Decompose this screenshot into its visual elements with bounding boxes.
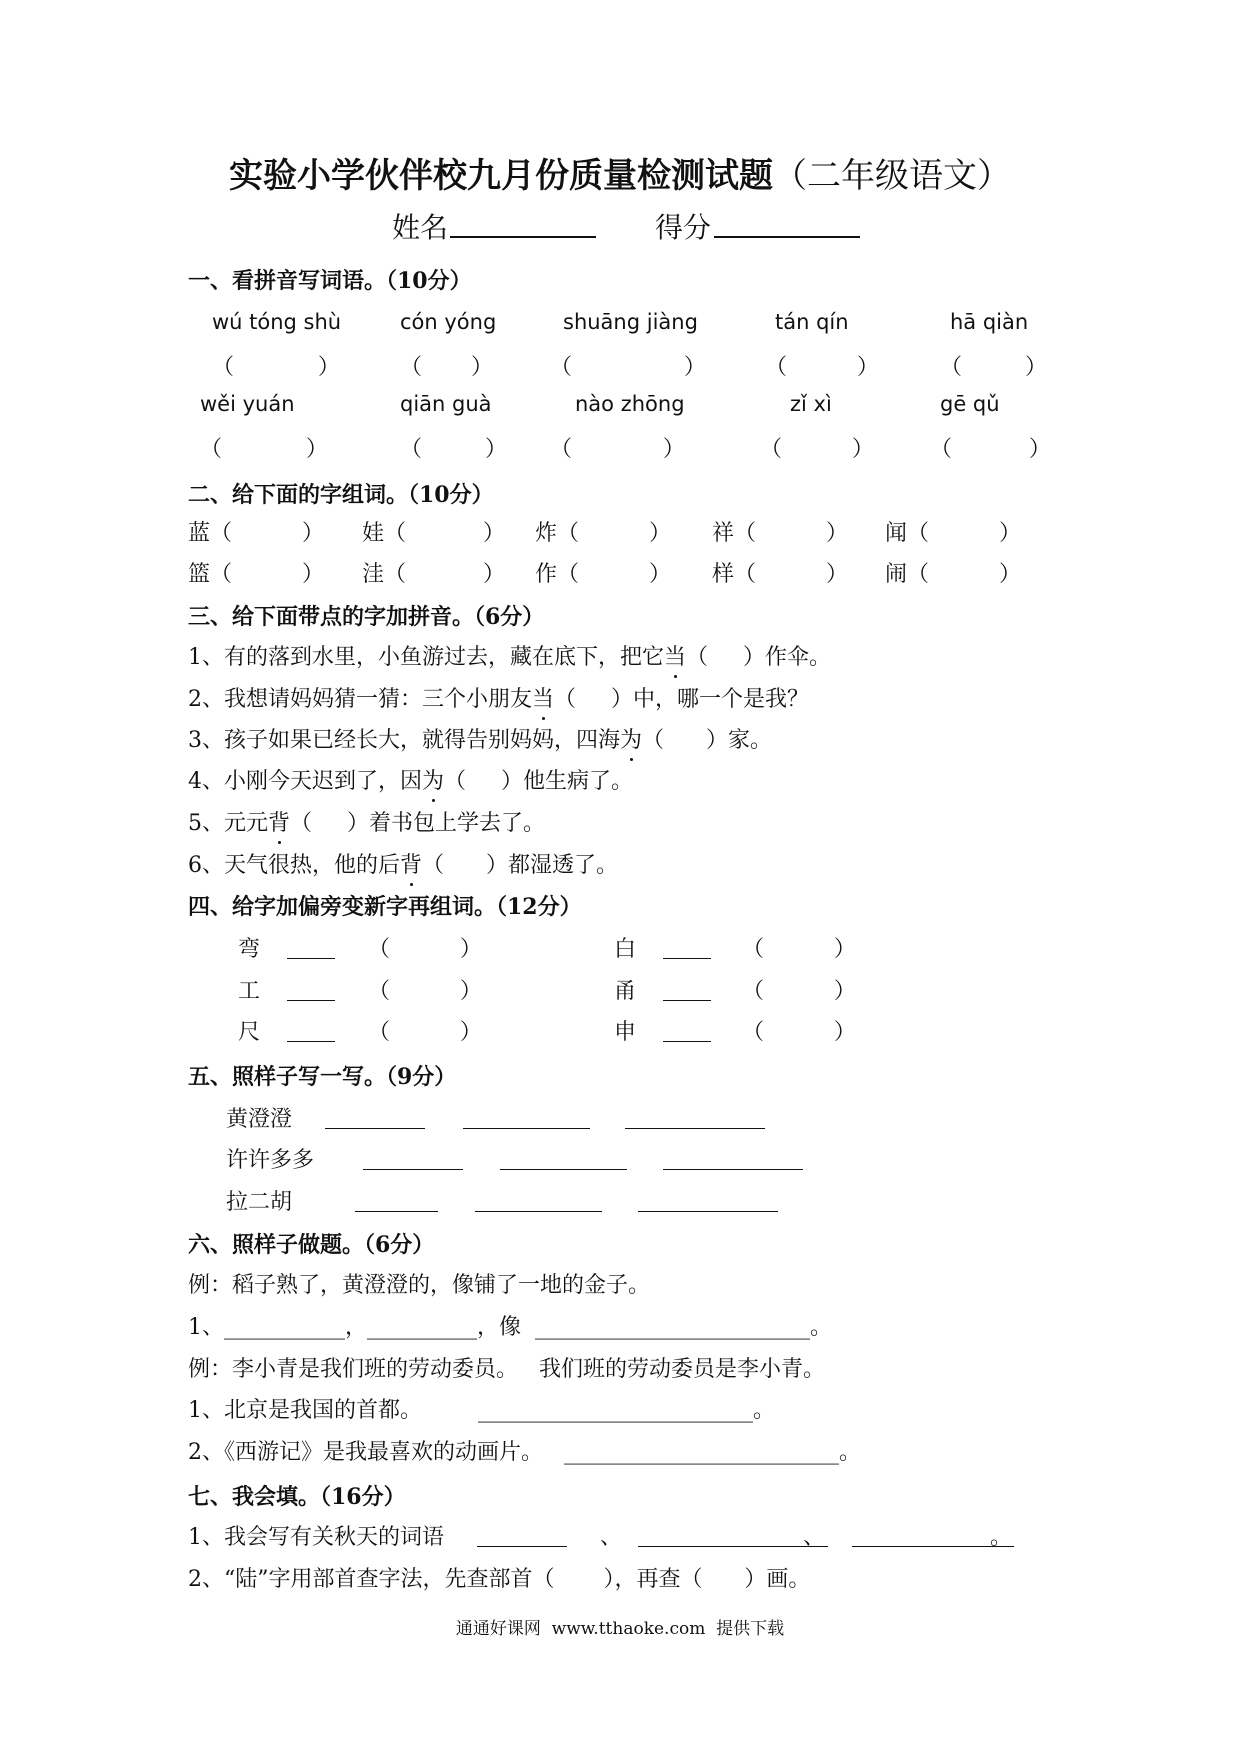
page-title: 实验小学伙伴校九月份质量检测试题（二年级语文）: [229, 156, 1011, 196]
question-6-2[interactable]: 1、北京是我国的首都。 _________________________。: [188, 1398, 775, 1423]
score-label: 得分: [655, 211, 712, 244]
section-3-heading: 三、给下面带点的字加拼音。（6分）: [188, 604, 545, 630]
word-paren[interactable]: （ ）: [368, 979, 482, 1004]
answer-paren[interactable]: （ ）: [940, 355, 1047, 380]
write-blank[interactable]: [663, 1169, 803, 1170]
section-2-heading: 二、给下面的字组词。（10分）: [188, 482, 494, 508]
question-6-3[interactable]: 2、《西游记》是我最喜欢的动画片。 _________________________。: [188, 1440, 861, 1465]
example-word: 拉二胡: [226, 1190, 293, 1215]
answer-paren[interactable]: （ ）: [212, 355, 340, 380]
autumn-word-blank[interactable]: [638, 1546, 828, 1547]
pinyin-2: cón yóng: [400, 310, 497, 334]
question-3-3: 3、孩子如果已经长大，就得告别妈妈，四海为（ ）家。: [188, 723, 772, 754]
char-item: 闹（ ）: [885, 562, 1021, 587]
write-blank[interactable]: [475, 1211, 602, 1212]
char-item: 娃（ ）: [362, 521, 505, 546]
char-item: 炸（ ）: [535, 521, 671, 546]
footer-credit: 通通好课网 www.tthaoke.com 提供下载: [455, 1619, 785, 1639]
word-paren[interactable]: （ ）: [742, 1020, 856, 1045]
example-word: 黄澄澄: [226, 1107, 293, 1132]
word-paren[interactable]: （ ）: [368, 937, 482, 962]
answer-paren[interactable]: （ ）: [550, 437, 685, 462]
example-sentence-2: 例：李小青是我们班的劳动委员。 我们班的劳动委员是李小青。: [188, 1357, 825, 1382]
question-3-6: 6、天气很热，他的后背（ ）都湿透了。: [188, 848, 618, 879]
word-paren[interactable]: （ ）: [368, 1020, 482, 1045]
new-char-blank[interactable]: [663, 958, 711, 959]
answer-paren[interactable]: （ ）: [400, 355, 493, 380]
pinyin-9: zǐ xì: [790, 392, 832, 416]
new-char-blank[interactable]: [663, 1000, 711, 1001]
char-item: 篮（ ）: [188, 562, 324, 587]
write-blank[interactable]: [355, 1211, 438, 1212]
pinyin-7: qiān guà: [400, 392, 492, 416]
answer-paren[interactable]: （ ）: [760, 437, 874, 462]
question-6-1[interactable]: 1、___________，__________，像 _________________________。: [188, 1315, 832, 1340]
answer-paren[interactable]: （ ）: [200, 437, 328, 462]
section-7-heading: 七、我会填。（16分）: [188, 1484, 406, 1510]
section-5-heading: 五、照样子写一写。（9分）: [188, 1064, 457, 1090]
section-1-heading: 一、看拼音写词语。（10分）: [188, 268, 472, 294]
section-6-heading: 六、照样子做题。（6分）: [188, 1232, 435, 1258]
answer-paren[interactable]: （ ）: [765, 355, 879, 380]
name-blank[interactable]: [450, 210, 596, 238]
new-char-blank[interactable]: [287, 1000, 335, 1001]
question-7-2[interactable]: 2、“陆”字用部首查字法，先查部首（ ），再查（ ）画。: [188, 1567, 811, 1592]
char-item: 作（ ）: [535, 562, 671, 587]
name-label: 姓名: [392, 211, 449, 244]
separator: 、: [600, 1525, 623, 1550]
word-paren[interactable]: （ ）: [742, 979, 856, 1004]
radical-char: 工: [238, 979, 261, 1004]
radical-char: 申: [614, 1020, 637, 1045]
answer-paren[interactable]: （ ）: [550, 355, 706, 380]
write-blank[interactable]: [325, 1128, 425, 1129]
new-char-blank[interactable]: [287, 1041, 335, 1042]
answer-paren[interactable]: （ ）: [930, 437, 1051, 462]
separator: 、: [803, 1525, 826, 1550]
radical-char: 弯: [238, 937, 261, 962]
radical-char: 白: [614, 937, 637, 962]
word-paren[interactable]: （ ）: [742, 937, 856, 962]
char-item: 祥（ ）: [712, 521, 848, 546]
question-7-1-text: 1、我会写有关秋天的词语: [188, 1525, 444, 1550]
write-blank[interactable]: [625, 1128, 765, 1129]
section-4-heading: 四、给字加偏旁变新字再组词。（12分）: [188, 894, 582, 920]
write-blank[interactable]: [463, 1128, 590, 1129]
period: 。: [990, 1525, 1013, 1550]
write-blank[interactable]: [638, 1211, 778, 1212]
pinyin-8: nào zhōng: [575, 392, 685, 416]
write-blank[interactable]: [363, 1169, 463, 1170]
radical-char: 尺: [238, 1020, 261, 1045]
char-item: 洼（ ）: [362, 562, 505, 587]
autumn-word-blank[interactable]: [477, 1546, 567, 1547]
write-blank[interactable]: [500, 1169, 627, 1170]
example-sentence-1: 例：稻子熟了，黄澄澄的，像铺了一地的金子。: [188, 1273, 651, 1298]
pinyin-10: gē qǔ: [940, 392, 1000, 416]
pinyin-5: hā qiàn: [950, 310, 1029, 334]
question-3-4: 4、小刚今天迟到了，因为（ ）他生病了。: [188, 764, 633, 795]
question-3-2: 2、我想请妈妈猜一猜：三个小朋友当（ ）中，哪一个是我？: [188, 682, 809, 713]
pinyin-6: wěi yuán: [200, 392, 295, 416]
new-char-blank[interactable]: [287, 958, 335, 959]
answer-paren[interactable]: （ ）: [400, 437, 507, 462]
question-3-5: 5、元元背（ ）着书包上学去了。: [188, 806, 545, 837]
char-item: 蓝（ ）: [188, 521, 324, 546]
pinyin-4: tán qín: [775, 310, 849, 334]
radical-char: 甬: [614, 979, 637, 1004]
pinyin-3: shuāng jiàng: [563, 310, 698, 334]
char-item: 闻（ ）: [885, 521, 1021, 546]
char-item: 样（ ）: [712, 562, 848, 587]
pinyin-1: wú tóng shù: [212, 310, 342, 334]
example-word: 许许多多: [226, 1148, 315, 1173]
question-3-1: 1、有的落到水里，小鱼游过去，藏在底下，把它当（ ）作伞。: [188, 640, 831, 671]
score-blank[interactable]: [714, 210, 860, 238]
new-char-blank[interactable]: [663, 1041, 711, 1042]
